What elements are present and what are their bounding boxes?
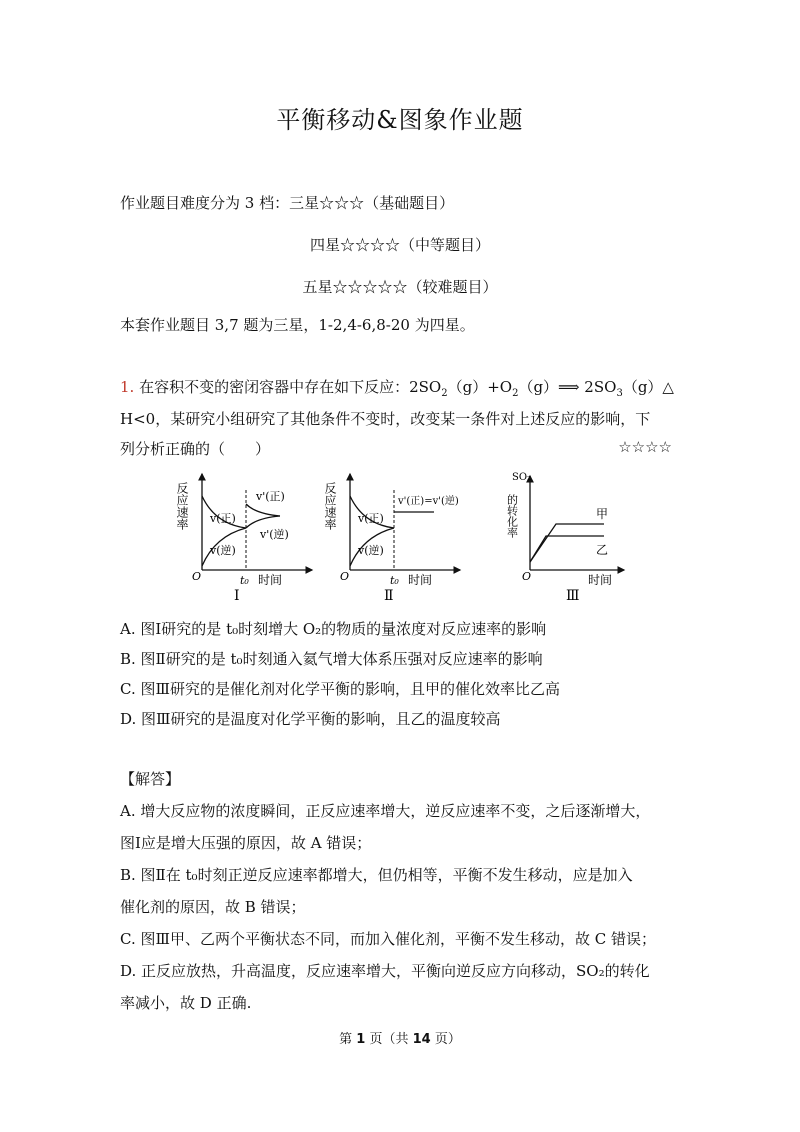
fig3-roman: Ⅲ (566, 588, 580, 604)
option-a: A. 图Ⅰ研究的是 t₀时刻增大 O₂的物质的量浓度对反应速率的影响 (120, 620, 547, 638)
difficulty-stars: ☆☆☆☆ (618, 438, 672, 456)
fig2-y-label: 反应速率 (323, 482, 337, 530)
page-title: 平衡移动&图象作业题 (276, 106, 524, 134)
question-line-2: H<0，某研究小组研究了其他条件不变时，改变某一条件对上述反应的影响，下 (120, 410, 651, 428)
fig1-origin: O (192, 570, 202, 583)
fig1-roman: Ⅰ (234, 588, 240, 604)
fig3-label-jia: 甲 (596, 507, 609, 521)
intro-line-1: 作业题目难度分为 3 档：三星☆☆☆（基础题目） (120, 194, 455, 212)
answer-c-1: C. 图Ⅲ甲、乙两个平衡状态不同，而加入催化剂，平衡不发生移动，故 C 错误； (120, 930, 656, 948)
option-b: B. 图Ⅱ研究的是 t₀时刻通入氦气增大体系压强对反应速率的影响 (120, 650, 543, 668)
fig1-label-zheng: v(正) (210, 512, 236, 525)
fig2-label-eq: v'(正)=v'(逆) (398, 496, 459, 507)
option-c: C. 图Ⅲ研究的是催化剂对化学平衡的影响，且甲的催化效率比乙高 (120, 680, 560, 698)
question-text-b: （g）+O (447, 378, 513, 396)
footer-mid: 页（共 (365, 1032, 413, 1047)
sub-b: 2 (512, 388, 519, 399)
figure-2 (323, 474, 460, 604)
fig1-label-zheng2: v'(正) (256, 490, 285, 503)
fig1-label-ni: v(逆) (210, 544, 236, 557)
question-text-a: 在容积不变的密闭容器中存在如下反应：2SO (139, 378, 442, 396)
answer-d-2: 率减小，故 D 正确. (120, 994, 252, 1012)
fig1-t0: t₀ (240, 574, 249, 587)
question-line-1 (120, 376, 674, 399)
answer-b-2: 催化剂的原因，故 B 错误； (120, 898, 306, 916)
question-text-c: （g）⟹ 2SO (518, 378, 617, 396)
sub-c: 3 (616, 388, 623, 399)
answer-a-2: 图Ⅰ应是增大压强的原因，故 A 错误； (120, 834, 372, 852)
footer-page: 1 (356, 1032, 366, 1047)
page-footer (0, 1028, 800, 1047)
fig3-label-yi: 乙 (596, 543, 609, 557)
fig2-label-zheng: v(正) (358, 512, 384, 525)
fig3-y-label-2: 的转化率 (505, 494, 519, 538)
question-number: 1. (120, 378, 135, 396)
question-figures (175, 466, 640, 606)
fig1-curve-ni2 (246, 516, 280, 528)
fig3-y-label-1: SO₂ (512, 472, 532, 483)
footer-post: 页） (430, 1032, 461, 1047)
fig1-label-ni2: v'(逆) (260, 528, 289, 541)
answer-a-1: A. 增大反应物的浓度瞬间，正反应速率增大，逆反应速率不变，之后逐渐增大， (120, 802, 651, 820)
answer-b-1: B. 图Ⅱ在 t₀时刻正逆反应速率都增大，但仍相等，平衡不发生移动，应是加入 (120, 866, 633, 884)
sub-a: 2 (441, 388, 448, 399)
figure-3 (506, 472, 625, 604)
answer-heading: 【解答】 (120, 770, 181, 788)
fig2-x-label: 时间 (408, 573, 433, 587)
fig3-curve-yi (530, 536, 604, 562)
fig2-t0: t₀ (390, 574, 399, 587)
answer-d-1: D. 正反应放热，升高温度，反应速率增大，平衡向逆反应方向移动，SO₂的转化 (120, 962, 650, 980)
fig2-origin: O (340, 570, 350, 583)
question-line-3: 列分析正确的（ ） (120, 440, 271, 458)
figure-1 (175, 474, 312, 604)
fig1-y-label: 反应速率 (175, 482, 189, 530)
fig3-x-label: 时间 (588, 573, 613, 587)
intro-line-4: 本套作业题目 3,7 题为三星，1-2,4-6,8-20 为四星。 (120, 316, 475, 334)
option-d: D. 图Ⅲ研究的是温度对化学平衡的影响，且乙的温度较高 (120, 710, 501, 728)
intro-line-2: 四星☆☆☆☆（中等题目） (309, 236, 490, 254)
question-text-d: （g）△ (622, 378, 674, 396)
fig3-origin: O (522, 570, 532, 583)
footer-total: 14 (412, 1032, 431, 1047)
fig2-roman: Ⅱ (384, 588, 394, 604)
fig1-curve-zheng2 (246, 504, 280, 516)
fig2-label-ni: v(逆) (358, 544, 384, 557)
footer-pre: 第 (339, 1032, 357, 1047)
intro-line-3: 五星☆☆☆☆☆（较难题目） (302, 278, 498, 296)
fig1-x-label: 时间 (258, 573, 283, 587)
